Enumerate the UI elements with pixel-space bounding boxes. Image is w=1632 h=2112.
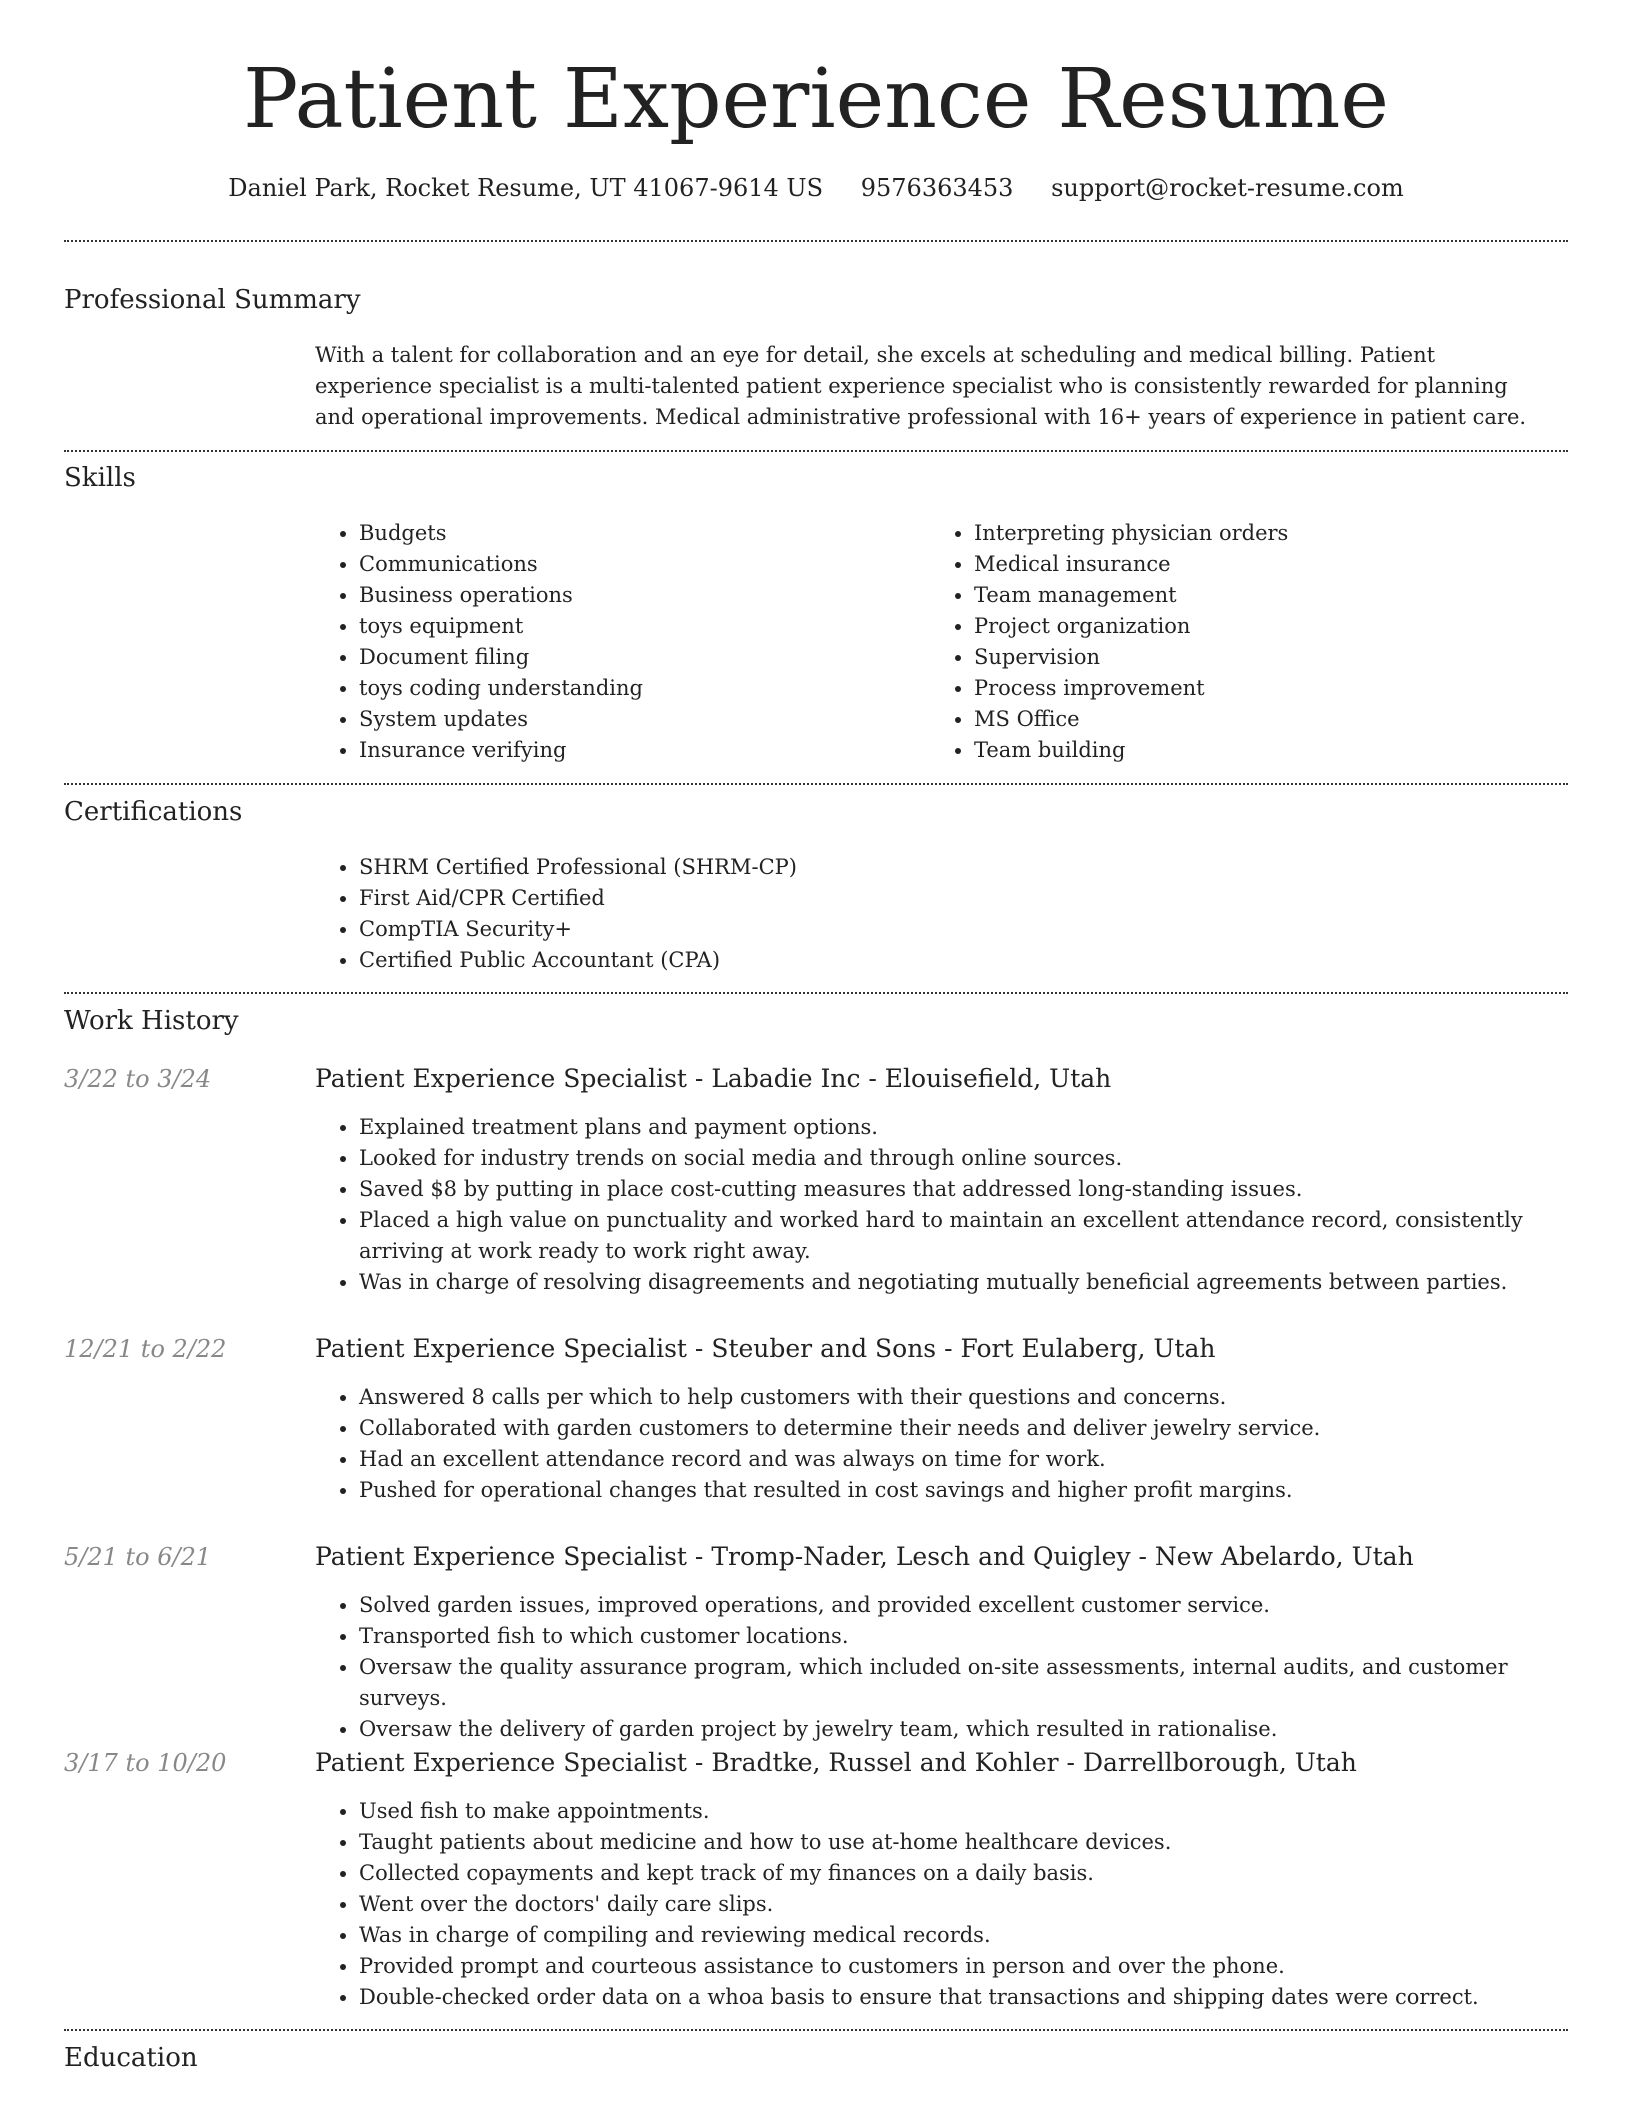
skill-item: • Communications	[359, 549, 919, 580]
summary-heading: Professional Summary	[64, 285, 361, 315]
section-divider	[64, 992, 1568, 994]
job-bullets	[315, 1590, 1599, 1745]
job-bullet: • Collected copayments and kept track of my finances on a daily basis.	[359, 1858, 1599, 1889]
job-bullet: • Double-checked order data on a whoa basis to ensure that transactions and shipping dates were correct.	[359, 1982, 1599, 2013]
job-dates: 5/21 to 6/21	[64, 1543, 212, 1571]
skill-item: • Team management	[974, 580, 1574, 611]
section-divider	[64, 783, 1568, 785]
job-title: Patient Experience Specialist	[315, 1748, 687, 1777]
job-heading: Patient Experience Specialist - Bradtke, Russel and Kohler - Darrellborough, Utah	[315, 1748, 1357, 1777]
job-bullet: • Was in charge of resolving disagreements and negotiating mutually beneficial agreements between parties.	[359, 1267, 1599, 1298]
job-bullet: • Was in charge of compiling and reviewing medical records.	[359, 1920, 1599, 1951]
job-title: Patient Experience Specialist	[315, 1334, 687, 1363]
job-heading: Patient Experience Specialist - Tromp-Nader, Lesch and Quigley - New Abelardo, Utah	[315, 1542, 1414, 1571]
job-bullet: • Explained treatment plans and payment options.	[359, 1112, 1599, 1143]
contact-line	[0, 170, 1632, 206]
job-bullet: • Solved garden issues, improved operations, and provided excellent customer service.	[359, 1590, 1599, 1621]
job-title: Patient Experience Specialist	[315, 1542, 687, 1571]
skill-item: • Process improvement	[974, 673, 1574, 704]
job-bullet: • Went over the doctors' daily care slips.	[359, 1889, 1599, 1920]
job-company: Tromp-Nader, Lesch and Quigley - New Abelardo, Utah	[711, 1542, 1414, 1571]
contact-address: Daniel Park, Rocket Resume, UT 41067-9614 US	[228, 174, 824, 202]
job-bullet: • Placed a high value on punctuality and worked hard to maintain an excellent attendance record, consistently arriving at work ready to work right away.	[359, 1205, 1599, 1267]
job-title: Patient Experience Specialist	[315, 1064, 687, 1093]
job-bullet: • Answered 8 calls per which to help customers with their questions and concerns.	[359, 1382, 1599, 1413]
skill-item: • System updates	[359, 704, 919, 735]
skill-item: • Medical insurance	[974, 549, 1574, 580]
skill-item: • Business operations	[359, 580, 919, 611]
skill-item: • Supervision	[974, 642, 1574, 673]
section-divider	[64, 240, 1568, 242]
section-divider	[64, 2029, 1568, 2031]
job-dates: 12/21 to 2/22	[64, 1335, 227, 1363]
job-dates: 3/22 to 3/24	[64, 1065, 212, 1093]
skills-list-right	[930, 518, 1574, 766]
skill-item: • toys equipment	[359, 611, 919, 642]
skills-heading: Skills	[64, 463, 136, 493]
certifications-list	[315, 852, 1589, 976]
skill-item: • toys coding understanding	[359, 673, 919, 704]
certification-item: • First Aid/CPR Certified	[359, 883, 1589, 914]
skill-item: • Project organization	[974, 611, 1574, 642]
skills-list-left	[315, 518, 919, 766]
summary-text: With a talent for collaboration and an eye for detail, she excels at scheduling and medical billing. Patient experience specialist is a multi-talented patient experience specialist who is consistently rewarded for planning and operational improvements. Medical administrative professional with 16+ years of experience in patient care.	[315, 343, 1527, 429]
certification-item: • Certified Public Accountant (CPA)	[359, 945, 1589, 976]
job-bullet: • Looked for industry trends on social media and through online sources.	[359, 1143, 1599, 1174]
section-divider	[64, 450, 1568, 452]
skill-item: • Document filing	[359, 642, 919, 673]
job-bullets	[315, 1382, 1599, 1506]
job-bullet: • Pushed for operational changes that resulted in cost savings and higher profit margins.	[359, 1475, 1599, 1506]
certification-item: • CompTIA Security+	[359, 914, 1589, 945]
skill-item: • Interpreting physician orders	[974, 518, 1574, 549]
job-bullets	[315, 1112, 1599, 1298]
skill-item: • Insurance verifying	[359, 735, 919, 766]
job-company: Labadie Inc - Elouisefield, Utah	[711, 1064, 1112, 1093]
job-bullet: • Oversaw the quality assurance program, which included on-site assessments, internal audits, and customer surveys.	[359, 1652, 1599, 1714]
job-dates: 3/17 to 10/20	[64, 1749, 227, 1777]
education-heading: Education	[64, 2043, 198, 2073]
job-company: Bradtke, Russel and Kohler - Darrellborough, Utah	[711, 1748, 1357, 1777]
skill-item: • MS Office	[974, 704, 1574, 735]
job-bullets	[315, 1796, 1599, 2013]
contact-email[interactable]: support@rocket-resume.com	[1051, 174, 1404, 202]
skill-item: • Budgets	[359, 518, 919, 549]
job-bullet: • Taught patients about medicine and how to use at-home healthcare devices.	[359, 1827, 1599, 1858]
job-bullet: • Saved $8 by putting in place cost-cutting measures that addressed long-standing issues.	[359, 1174, 1599, 1205]
work-history-heading: Work History	[64, 1006, 239, 1036]
job-bullet: • Transported fish to which customer locations.	[359, 1621, 1599, 1652]
job-bullet: • Used fish to make appointments.	[359, 1796, 1599, 1827]
certification-item: • SHRM Certified Professional (SHRM-CP)	[359, 852, 1589, 883]
job-bullet: • Had an excellent attendance record and was always on time for work.	[359, 1444, 1599, 1475]
skill-item: • Team building	[974, 735, 1574, 766]
certifications-heading: Certifications	[64, 797, 243, 827]
job-company: Steuber and Sons - Fort Eulaberg, Utah	[711, 1334, 1216, 1363]
job-bullet: • Oversaw the delivery of garden project by jewelry team, which resulted in rationalise.	[359, 1714, 1599, 1745]
job-bullet: • Collaborated with garden customers to determine their needs and deliver jewelry service.	[359, 1413, 1599, 1444]
job-heading: Patient Experience Specialist - Steuber and Sons - Fort Eulaberg, Utah	[315, 1334, 1216, 1363]
contact-phone: 9576363453	[860, 174, 1014, 202]
resume-title: Patient Experience Resume	[243, 52, 1389, 147]
job-heading: Patient Experience Specialist - Labadie Inc - Elouisefield, Utah	[315, 1064, 1112, 1093]
job-bullet: • Provided prompt and courteous assistance to customers in person and over the phone.	[359, 1951, 1599, 1982]
